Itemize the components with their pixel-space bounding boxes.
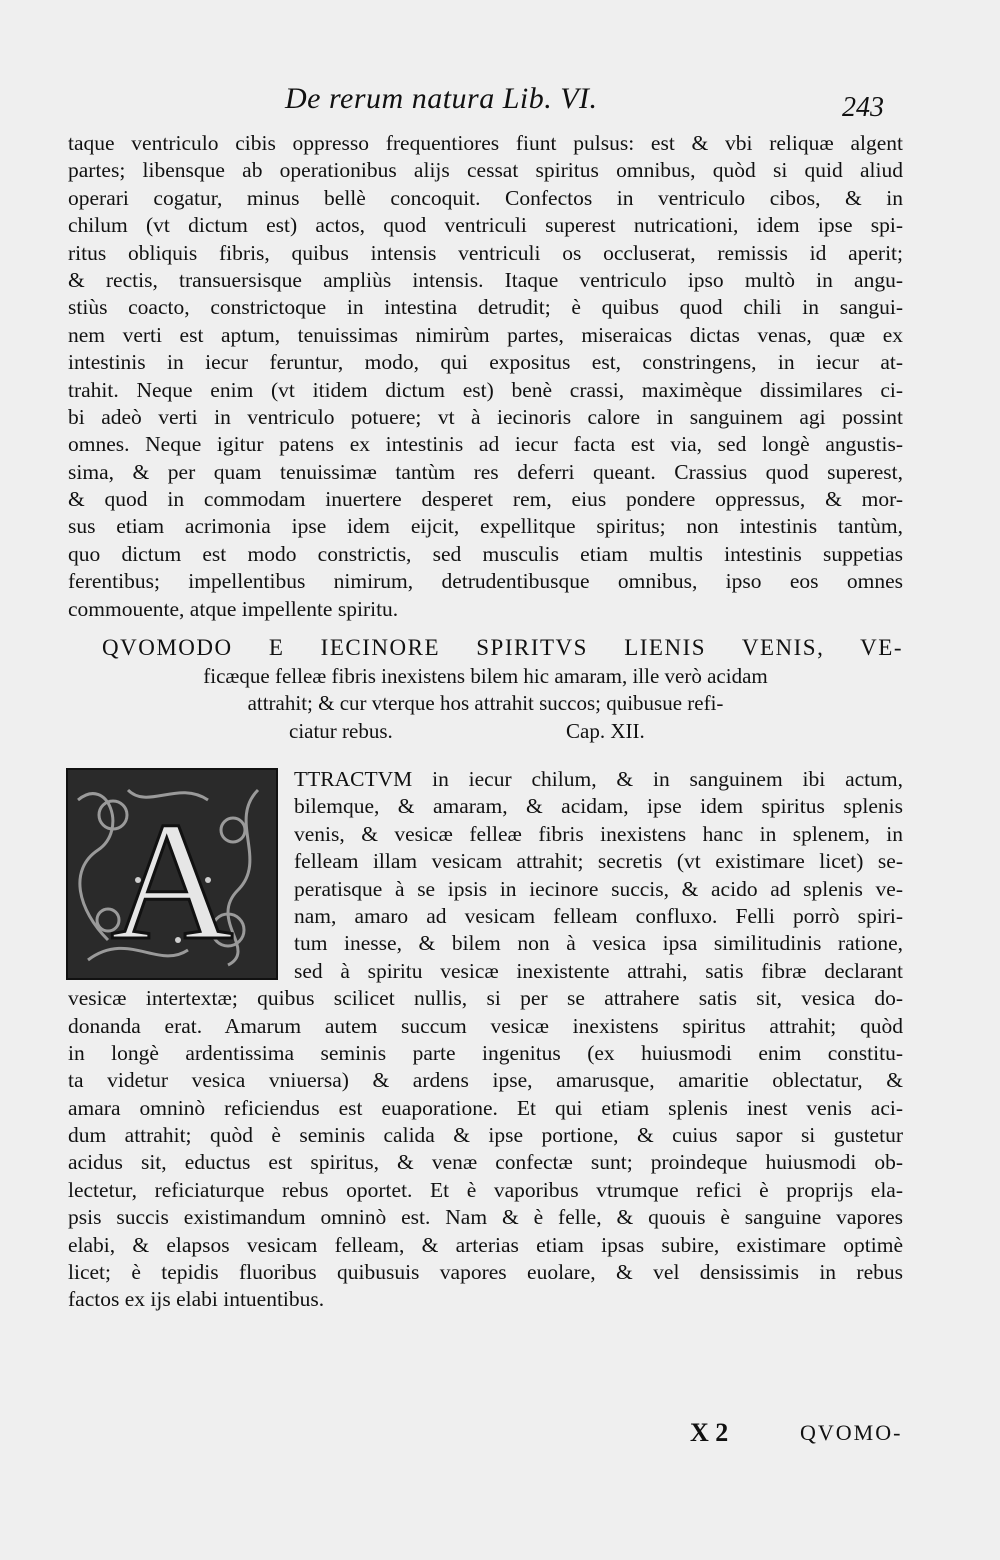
- chapter-heading-line: QVOMODO E IECINORE SPIRITVS LIENIS VENIS, VE-: [102, 635, 903, 660]
- chapter-label: Cap. XII.: [566, 719, 645, 743]
- chapter-heading-last-row: [68, 717, 903, 745]
- catchword: QVOMO-: [800, 1420, 903, 1445]
- text-line: in longè ardentissima seminis parte ingenitus (ex huiusmodi enim constitu-: [68, 1040, 903, 1065]
- chapter-heading-line: attrahit; & cur vterque hos attrahit succos; quibusue refi-: [247, 691, 724, 715]
- text-line: nam, amaro ad vesicam felleam confluxo. Felli porrò spiri-: [294, 903, 903, 928]
- text-line: factos ex ijs elabi intuentibus.: [68, 1287, 325, 1312]
- text-line: & quod in commodam inuertere desperet rem, eius pondere oppressus, & mor-: [68, 487, 903, 512]
- paragraph-1: [68, 130, 903, 623]
- page-number: 243: [842, 92, 884, 123]
- text-line: elabi, & elapsos vesicam felleam, & arterias etiam ipsas subire, existimare optimè: [68, 1232, 903, 1257]
- text-line: donanda erat. Amarum autem succum vesicæ inexistens spiritus attrahit; quòd: [68, 1013, 903, 1038]
- text-line: TTRACTVM in iecur chilum, & in sanguinem ibi actum,: [294, 767, 903, 791]
- text-line: sus etiam acrimonia ipse idem eijcit, expellitque spiritus; non intestinis tantùm,: [68, 514, 903, 539]
- initial-letter: A: [110, 787, 234, 975]
- text-line: licet; è tepidis fluoribus quibusuis vapores euolare, & vel densissimis in rebus: [68, 1260, 903, 1285]
- text-line: acidus sit, eductus est spiritus, & venæ confectæ sunt; proindeque huiusmodi ob-: [68, 1150, 903, 1175]
- text-line: intestinis in iecur feruntur, modo, qui expositus est, constringens, in iecur at-: [68, 350, 903, 375]
- text-line: sed à spiritu vesicæ inexistente attrahi, satis fibræ declarant: [294, 958, 903, 983]
- text-line: ferentibus; impellentibus nimirum, detrudentibusque omnibus, ipso eos omnes: [68, 569, 903, 594]
- text-line: ritus obliquis fibris, quibus intensis ventriculi os occluserat, remissis id aperit;: [68, 240, 903, 265]
- text-line: sima, & per quam tenuissimæ tantùm res deferri queant. Crassius quod superest,: [68, 459, 903, 484]
- text-line: stiùs coacto, constrictoque in intestina detrudit; è quibus quod chili in sangui-: [68, 295, 903, 320]
- text-line: taque ventriculo cibis oppresso frequentiores fiunt pulsus: est & vbi reliquæ algent: [68, 131, 903, 155]
- text-line: quo dictum est modo constrictis, sed musculis etiam multis intestinis suppetias: [68, 541, 903, 566]
- running-head: De rerum natura Lib. VI.: [285, 82, 598, 115]
- text-line: amara omninò reficiendus est euaporatione. Et qui etiam splenis inest venis aci-: [68, 1095, 903, 1120]
- signature-mark: X 2: [690, 1418, 729, 1447]
- text-line: operari cogatur, minus bellè concoquit. Confectos in ventriculo cibos, & in: [68, 185, 903, 210]
- text-line: nem verti est aptum, tenuissimas nimirùm partes, miseraicas dictas venas, quæ ex: [68, 322, 903, 347]
- chapter-heading-line: ciatur rebus.: [289, 719, 393, 743]
- text-line: vesicæ intertextæ; quibus scilicet nullis, si per se attrahere satis sit, vesica do-: [68, 986, 903, 1011]
- text-line: psis succis existimandum omninò est. Nam & è felle, & quouis è sanguine vapores: [68, 1205, 903, 1230]
- text-line: dum attrahit; quòd è seminis calida & ipse portione, & cuius sapor si gustetur: [68, 1123, 903, 1148]
- paragraph-2: [68, 766, 903, 1314]
- chapter-heading: [68, 633, 903, 745]
- text-line: tum inesse, & bilem non à vesica ipsa similitudinis ratione,: [294, 931, 903, 956]
- text-line: & rectis, transuersisque ampliùs intensis. Itaque ventriculo ipso multò in angu-: [68, 267, 903, 292]
- text-line: chilum (vt dictum est) actos, quod ventriculi superest nutricationi, idem ipse spi-: [68, 213, 903, 238]
- text-line: commouente, atque impellente spiritu.: [68, 596, 399, 621]
- text-line: venis, & vesicæ felleæ fibris inexistens hanc in splenem, in: [294, 821, 903, 846]
- text-line: partes; libensque ab operationibus alijs cessat spiritus omnibus, quòd si quid aliud: [68, 158, 903, 183]
- text-line: bilemque, & amaram, & acidam, ipse idem spiritus splenis: [294, 794, 903, 819]
- chapter-heading-line: ficæque felleæ fibris inexistens bilem hic amaram, ille verò acidam: [203, 664, 768, 688]
- text-line: ta videtur vesica vniuersa) & ardens ipse, amarusque, amaritie oblectatur, &: [68, 1068, 903, 1093]
- text-line: peratisque à se ipsis in iecinore succis, & acido ad splenis ve-: [294, 876, 903, 901]
- text-line: lectetur, reficiaturque rebus oportet. Et è vaporibus vtrumque refici è proprijs ela-: [68, 1177, 903, 1202]
- text-line: bi adeò verti in ventriculo potuere; vt à iecinoris calore in sanguinem agi possint: [68, 404, 903, 429]
- text-line: felleam illam vesicam attrahit; secretis (vt existimare licet) se-: [294, 849, 903, 874]
- text-line: trahit. Neque enim (vt itidem dictum est) benè crassi, maximèque dissimilares ci-: [68, 377, 903, 402]
- text-line: omnes. Neque igitur patens ex intestinis ad iecur facta est via, sed longè angustis-: [68, 432, 903, 457]
